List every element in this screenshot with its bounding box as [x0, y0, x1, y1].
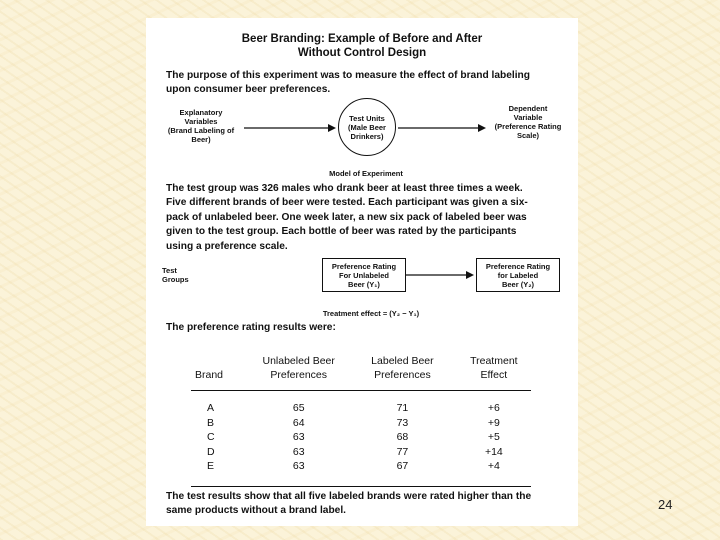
table-row — [191, 416, 531, 431]
arrow-to-labeled-rating — [406, 269, 476, 281]
scanned-document-page — [146, 18, 578, 526]
brand-cell: A — [207, 402, 215, 414]
document-title-line-1: Beer Branding: Example of Before and After — [241, 33, 483, 45]
purpose-statement — [166, 69, 566, 98]
labeled-cell: 73 — [396, 416, 409, 429]
results-intro: The preference rating results were: — [166, 322, 336, 333]
unlabeled-cell: 64 — [292, 416, 305, 429]
experiment-description — [166, 182, 566, 254]
purpose-line-2: upon consumer beer preferences. — [166, 84, 331, 96]
slide-number: 24 — [658, 497, 673, 512]
treatment-effect-formula: Treatment effect = (Y₂ − Y₁) — [322, 309, 420, 318]
description-line: given to the test group. Each bottle of beer was rated by the participants — [166, 226, 517, 238]
unlabeled-rating-box: Preference Rating For Unlabeled Beer (Y₁) — [322, 258, 406, 292]
description-line: The test group was 326 males who drank beer at least three times a week. — [166, 183, 523, 194]
brand-cell: C — [207, 431, 215, 443]
brand-cell: D — [207, 445, 215, 458]
table-row — [191, 445, 531, 460]
explanatory-variables-label: Explanatory Variables (Brand Labeling of Beer) — [167, 108, 235, 144]
brand-cell: E — [191, 459, 249, 486]
table-row — [191, 430, 531, 445]
effect-cell: +6 — [487, 402, 500, 414]
table-row — [191, 391, 531, 416]
preference-results-table — [191, 354, 531, 487]
header-unlabeled: Unlabeled Beer Preferences — [249, 354, 348, 391]
test-units-circle: Test Units (Male Beer Drinkers) — [338, 98, 396, 156]
table-header-row — [191, 354, 531, 391]
arrow-to-test-units — [242, 122, 338, 134]
header-effect: Treatment Effect — [457, 354, 531, 391]
labeled-cell: 68 — [396, 431, 409, 443]
dependent-variable-label: Dependent Variable (Preference Rating Scale) — [494, 104, 562, 140]
conclusion-line-1: The test results show that all five labeled brands were rated higher than the — [166, 491, 532, 502]
header-brand: Brand — [191, 354, 249, 391]
brand-cell: B — [207, 416, 215, 429]
description-line: pack of unlabeled beer. One week later, a new six pack of labeled beer was — [166, 211, 527, 223]
labeled-cell: 77 — [396, 445, 409, 458]
model-caption: Model of Experiment — [329, 169, 403, 178]
effect-cell: +14 — [484, 445, 503, 458]
effect-cell: +4 — [457, 459, 531, 486]
conclusion — [166, 490, 566, 519]
test-groups-label: Test Groups — [162, 266, 189, 284]
labeled-cell: 67 — [348, 459, 457, 486]
labeled-cell: 71 — [396, 402, 409, 414]
arrow-to-dependent-variable — [396, 122, 488, 134]
labeled-rating-box: Preference Rating for Labeled Beer (Y₂) — [476, 258, 560, 292]
unlabeled-cell: 65 — [292, 402, 305, 414]
conclusion-line-2: same products without a brand label. — [166, 505, 347, 517]
unlabeled-cell: 63 — [292, 445, 305, 458]
description-line: Five different brands of beer were tested. Each participant was given a six- — [166, 197, 528, 209]
header-labeled: Labeled Beer Preferences — [348, 354, 457, 391]
effect-cell: +5 — [487, 431, 500, 443]
description-line: using a preference scale. — [166, 240, 288, 252]
table-row — [191, 459, 531, 486]
effect-cell: +9 — [487, 416, 500, 429]
document-title-line-2: Without Control Design — [297, 47, 427, 59]
purpose-line-1: The purpose of this experiment was to measure the effect of brand labeling — [166, 70, 530, 81]
unlabeled-cell: 63 — [292, 431, 305, 443]
unlabeled-cell: 63 — [249, 459, 348, 486]
